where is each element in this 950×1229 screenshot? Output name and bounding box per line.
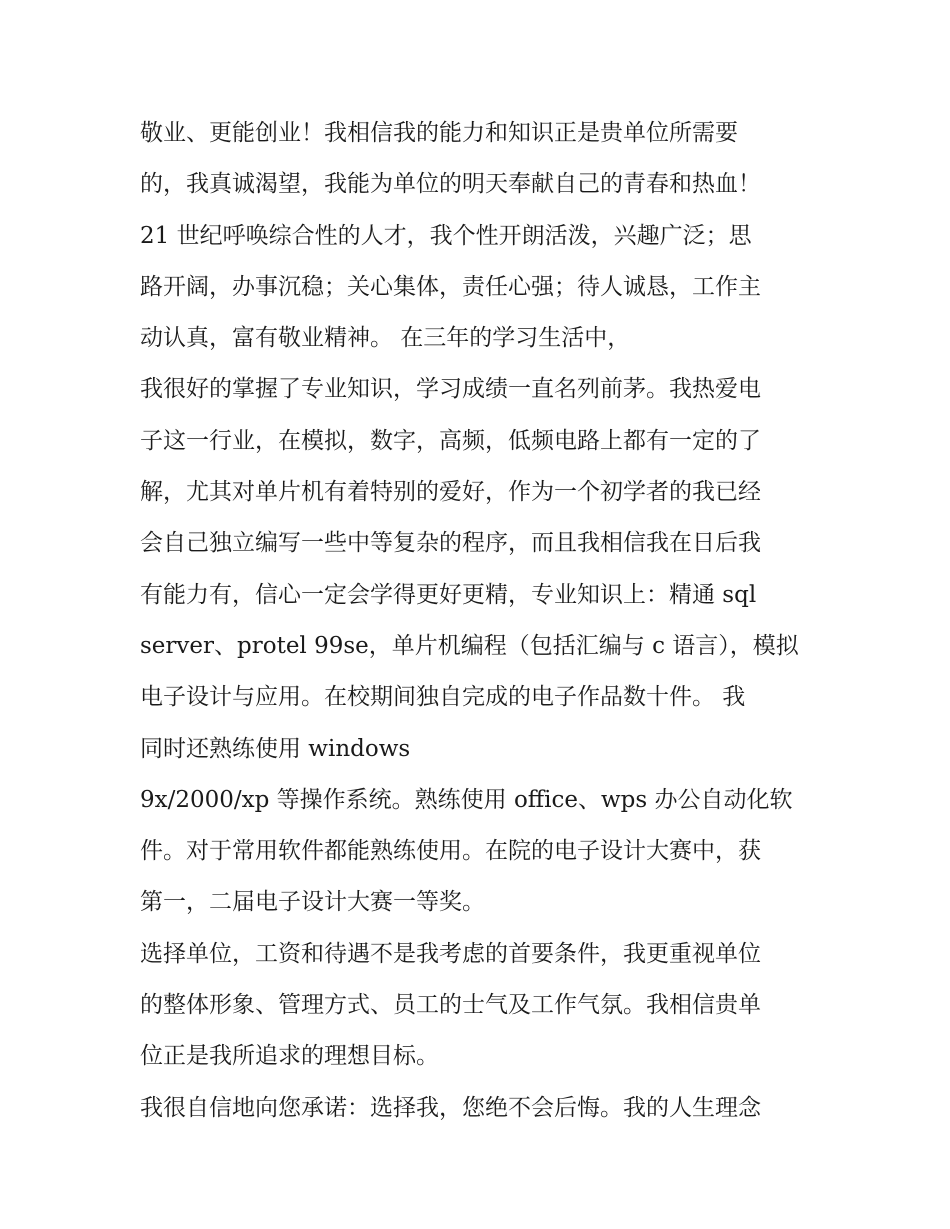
text-line: 选择单位，工资和待遇不是我考虑的首要条件，我更重视单位 <box>140 940 761 967</box>
text-line: 解，尤其对单片机有着特别的爱好，作为一个初学者的我已经 <box>140 479 761 506</box>
text-line: 9x/2000/xp 等操作系统。熟练使用 office、wps 办公自动化软 <box>140 786 793 813</box>
text-line: 位正是我所追求的理想目标。 <box>140 1043 439 1070</box>
text-line: 的整体形象、管理方式、员工的士气及工作气氛。我相信贵单 <box>140 992 761 1019</box>
text-line: 子这一行业，在模拟，数字，高频，低频电路上都有一定的了 <box>140 427 761 454</box>
text-line: 件。对于常用软件都能熟练使用。在院的电子设计大赛中，获 <box>140 838 761 865</box>
text-line: 会自己独立编写一些中等复杂的程序，而且我相信我在日后我 <box>140 530 761 557</box>
text-line: 敬业、更能创业！我相信我的能力和知识正是贵单位所需要 <box>140 120 738 146</box>
text-line: 第一，二届电子设计大赛一等奖。 <box>140 889 485 916</box>
text-line: 我很好的掌握了专业知识，学习成绩一直名列前茅。我热爱电 <box>140 376 761 403</box>
text-line: 有能力有，信心一定会学得更好更精，专业知识上：精通 sql <box>140 581 757 608</box>
text-line: 电子设计与应用。在校期间独自完成的电子作品数十件。 我 <box>140 684 746 711</box>
text-line: 动认真，富有敬业精神。 在三年的学习生活中， <box>140 325 631 352</box>
body-text <box>140 108 820 1134</box>
text-line: 路开阔，办事沉稳；关心集体，责任心强；待人诚恳，工作主 <box>140 273 761 300</box>
text-line: 21 世纪呼唤综合性的人才，我个性开朗活泼，兴趣广泛；思 <box>140 222 752 249</box>
text-line: 我很自信地向您承诺：选择我，您绝不会后悔。我的人生理念 <box>140 1094 761 1121</box>
text-line: 的，我真诚渴望，我能为单位的明天奉献自己的青春和热血！ <box>140 171 761 198</box>
text-line: 同时还熟练使用 windows <box>140 735 411 762</box>
text-line: server、protel 99se，单片机编程（包括汇编与 c 语言），模拟 <box>140 632 799 659</box>
